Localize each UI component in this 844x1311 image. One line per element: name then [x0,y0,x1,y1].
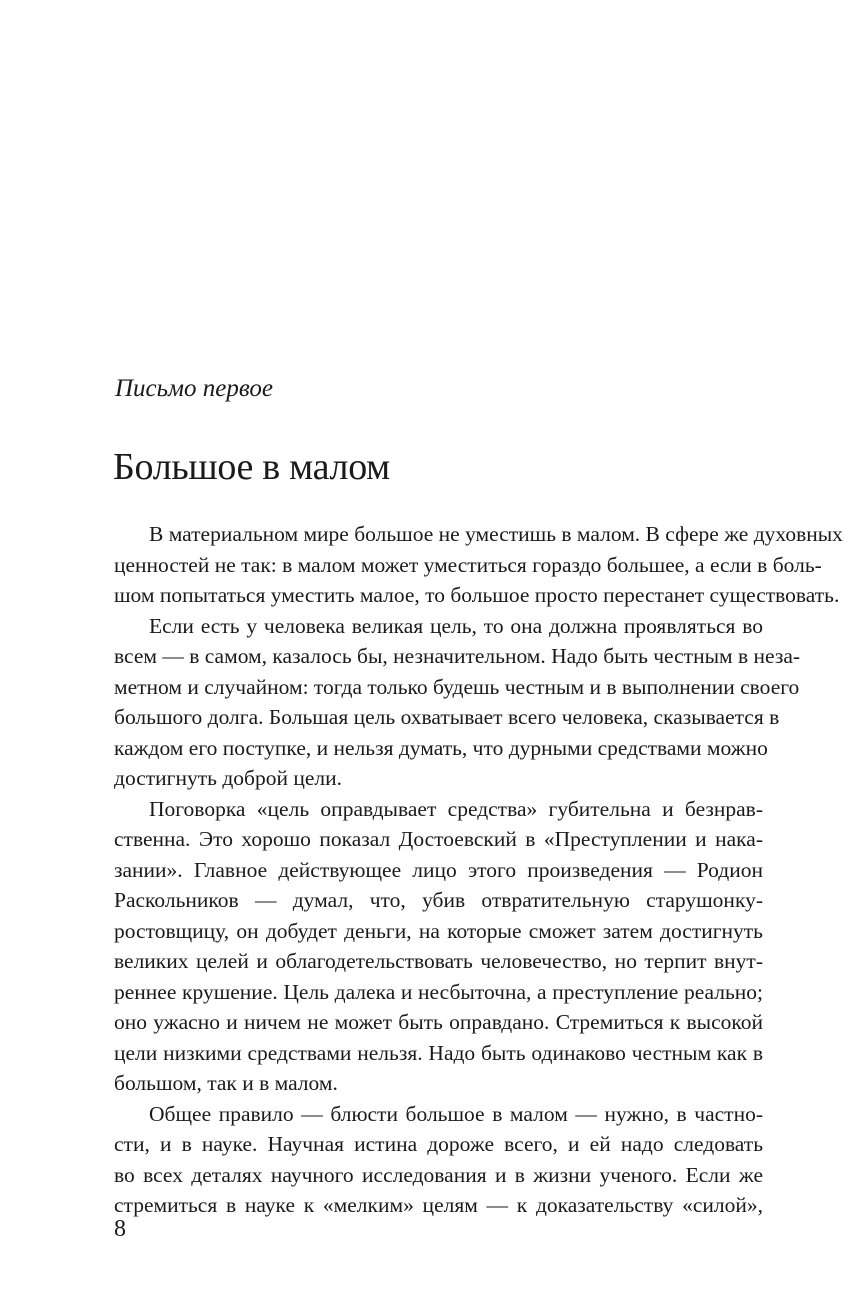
text-line: цели низкими средствами нельзя. Надо быть одинаково честным как в [114,1040,763,1065]
text-line: ценностей не так: в малом может уместиться гораздо большее, а если в боль- [114,552,822,577]
text-line: Если есть у человека великая цель, то она должна проявляться во [149,613,763,638]
body-text [114,519,843,1221]
text-line: метном и случайном: тогда только будешь честным и в выполнении своего [114,674,800,699]
text-line: во всех деталях научного исследования и в жизни ученого. Если же [114,1162,763,1187]
chapter-subtitle: Письмо первое [115,375,273,402]
paragraph [114,519,843,611]
text-line: достигнуть доброй цели. [114,766,342,790]
text-line: большого долга. Большая цель охватывает всего человека, сказывается в [114,705,780,729]
text-line: шом попытаться уместить малое, то большое просто перестанет существовать. [114,583,840,607]
chapter-title: Большое в малом [113,446,390,488]
text-line: всем — в самом, казалось бы, незначительном. Надо быть честным в неза- [114,644,801,668]
text-line: каждом его поступке, и нельзя думать, что дурными средствами можно [114,735,768,760]
text-line: ственна. Это хорошо показал Достоевский в «Преступлении и нака- [114,827,763,851]
text-line: ростовщицу, он добудет деньги, на которые сможет затем достигнуть [114,918,763,943]
text-line: зании». Главное действующее лицо этого произведения — Родион [114,857,763,882]
page-number: 8 [114,1216,126,1242]
paragraph [114,794,763,1099]
text-line: оно ужасно и ничем не может быть оправдано. Стремиться к высокой [114,1010,763,1034]
text-line: великих целей и облагодетельствовать человечество, но терпит внут- [114,949,763,973]
text-line: В материальном мире большое не уместишь в малом. В сфере же духовных [149,522,843,546]
text-line: Раскольников — думал, что, убив отвратительную старушонку- [114,888,763,912]
text-line: реннее крушение. Цель далека и несбыточна, а преступление реально; [114,979,763,1004]
text-line: стремиться в науке к «мелким» целям — к доказательству «силой», [114,1193,763,1217]
text-line: Поговорка «цель оправдывает средства» губительна и безнрав- [149,796,763,821]
text-line: Общее правило — блюсти большое в малом — нужно, в частно- [149,1101,763,1126]
text-line: сти, и в науке. Научная истина дороже всего, и ей надо следовать [114,1132,763,1156]
paragraph [114,611,801,794]
text-line: большом, так и в малом. [114,1071,338,1095]
paragraph [114,1099,763,1221]
